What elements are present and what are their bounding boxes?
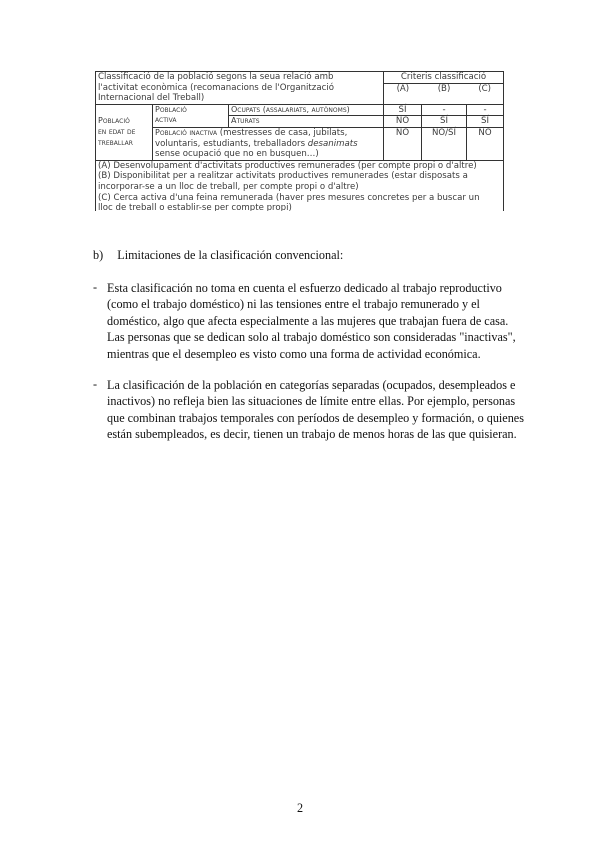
value-cell: NO/SÍ <box>422 127 467 160</box>
criteria-header: Criteris classificació <box>384 72 503 84</box>
poblacio-cell: Població en edat de treballar <box>96 104 153 160</box>
criteria-header-cell <box>384 72 504 105</box>
note-line: (A) Desenvolupament d'activitats productives remunerades (per compte propi o d'altre) <box>98 160 477 171</box>
bullet-paragraph: Esta clasificación no toma en cuenta el esfuerzo dedicado al trabajo reproductivo (como el trabajo doméstico) ni las tensiones entre el trabajo remunerado y el doméstico, algo que afecta especialmente a las mujeres que trabajan fuera de casa. Las personas que se dedican solo al trabajo doméstico son consideradas "inactivas", mientras que el desempleo es visto como una forma de actividad económica. <box>107 281 516 361</box>
table-title-cell: Classificació de la població segons la seua relació amb l'activitat econòmica (recomanacions de l'Organització Internacional del Treball) <box>96 72 384 105</box>
value-cell: SÍ <box>384 104 422 116</box>
inactiva-cell: Població inactiva (mestresses de casa, jubilats, voluntaris, estudiants, treballadors desanimats sense ocupació que no en busquen…) <box>153 127 384 160</box>
classification-table <box>95 71 504 211</box>
value-cell: SÍ <box>467 116 504 128</box>
section-b-label: b) <box>93 248 104 262</box>
criteria-col-c: (C) <box>478 83 492 94</box>
note-line: lloc de treball o establir-se per compte propi) <box>98 203 292 212</box>
aturats-cell: Aturats <box>229 116 384 128</box>
table-notes-row <box>96 160 504 211</box>
activa-cell: Població activa <box>153 104 229 127</box>
section-b-heading <box>93 247 343 263</box>
value-cell: - <box>422 104 467 116</box>
value-cell: NO <box>467 127 504 160</box>
note-line: incorporar-se a un lloc de treball, per compte propi o d'altre) <box>98 181 359 192</box>
note-line: (C) Cerca activa d'una feina remunerada (haver pres mesures concretes per a buscar un <box>98 192 480 203</box>
value-cell: - <box>467 104 504 116</box>
table-row <box>96 127 504 160</box>
classification-table-image <box>95 71 503 227</box>
value-cell: NO <box>384 116 422 128</box>
criteria-col-b: (B) <box>437 83 451 94</box>
section-b-title: Limitaciones de la clasificación convencional: <box>117 248 344 262</box>
bullet-marker: - <box>93 377 98 391</box>
table-row <box>96 104 504 116</box>
note-line: (B) Disponibilitat per a realitzar activitats productives remunerades (estar disposats a <box>98 171 468 182</box>
bullet-paragraph: La clasificación de la población en categorías separadas (ocupados, desempleados e inactivos) no refleja bien las situaciones de límite entre ellas. Por ejemplo, personas que combinan trabajos temporales con períodos de desempleo y formación, o quienes están subempleados, es decir, tienen un trabajo de menos horas de las que quisieran. <box>107 378 524 442</box>
page-number: 2 <box>296 801 304 815</box>
value-cell: SÍ <box>422 116 467 128</box>
table-notes-cell <box>96 160 504 211</box>
value-cell: NO <box>384 127 422 160</box>
criteria-col-a: (A) <box>396 83 410 94</box>
ocupats-cell: Ocupats (assalariats, autònoms) <box>229 104 384 116</box>
table-header-row <box>96 72 504 105</box>
bullet-marker: - <box>93 280 98 294</box>
